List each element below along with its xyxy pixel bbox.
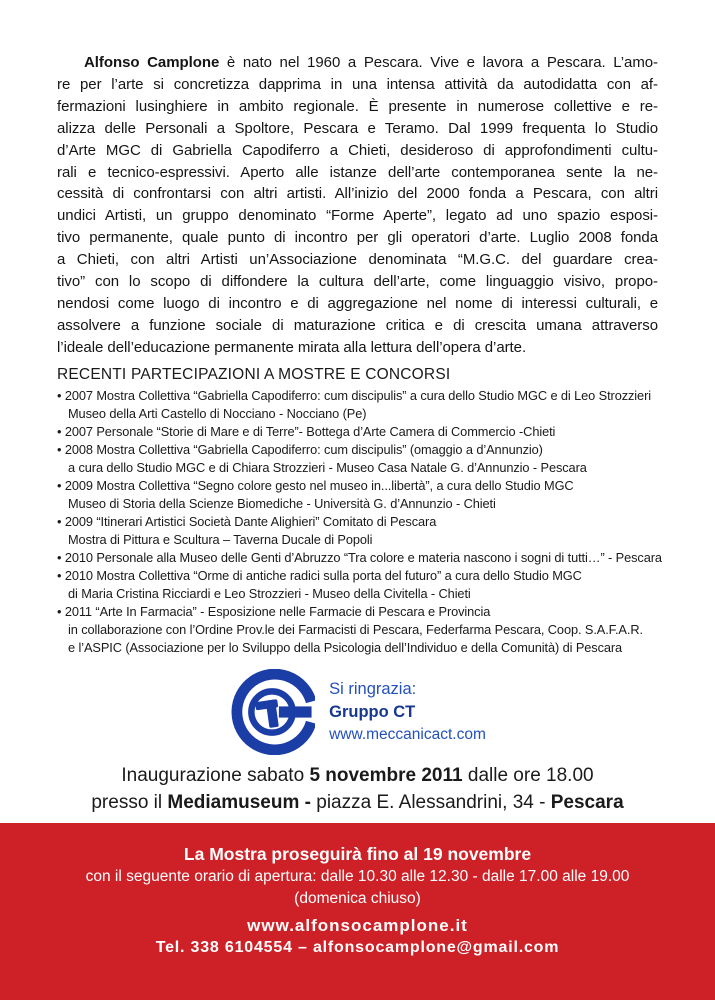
- list-item: • 2011 “Arte In Farmacia” - Esposizione nelle Farmacie di Pescara e Provincia: [57, 604, 491, 619]
- list-item: • 2008 Mostra Collettiva “Gabriella Capodiferro: cum discipulis” (omaggio a d’Annunzio): [57, 442, 543, 457]
- inauguration-block: [0, 762, 715, 816]
- bio-line: l’ideale dell’educazione permanente mirata alla lettura dell’opera d’arte.: [57, 338, 527, 356]
- inaug-text: Inaugurazione sabato: [121, 765, 310, 786]
- bio-line: undici Artisti, un gruppo denominato “Forme Aperte”, legato ad uno spazio esposi-: [57, 207, 658, 225]
- inaug-text: dalle ore 18.00: [462, 765, 594, 786]
- bio-text: è nato nel 1960 a Pescara. Vive e lavora a Pescara. L’amo-: [219, 54, 658, 71]
- bio-line: a Chieti, con altri Artisti un’Associazione denominata “M.G.C. del guardare crea-: [57, 251, 658, 269]
- bio-line: assolvere a funzione sociale di maturazione critica e di crescita umana attraverso: [57, 316, 658, 334]
- list-item-continuation: in collaborazione con l’Ordine Prov.le dei Farmacisti di Pescara, Federfarma Pescara, Coop. S.A.F.A.R.: [68, 622, 643, 637]
- bio-line: tivo permanente, quale punto di incontro per gli operatori d’arte. Luglio 2008 fonda: [57, 229, 658, 247]
- bio-line: d’Arte MGC di Gabriella Capodiferro a Chieti, desideroso di approfondimenti cultu-: [57, 141, 658, 159]
- footer-phone-email: Tel. 338 6104554 – alfonsocamplone@gmail.com: [155, 939, 560, 956]
- biography-paragraph: [57, 52, 658, 359]
- sponsor-website-link: www.meccanicact.com: [329, 725, 486, 743]
- inaug-date: 5 novembre 2011: [309, 765, 463, 786]
- inaug-city: Pescara: [550, 792, 624, 813]
- sponsor-name: Gruppo CT: [329, 703, 416, 722]
- sponsor-thanks-label: Si ringrazia:: [329, 679, 417, 698]
- exhibitions-list: [57, 387, 697, 657]
- footer-opening-hours: con il seguente orario di apertura: dalle 10.30 alle 12.30 - dalle 17.00 alle 19.00: [85, 868, 630, 885]
- bio-line: rali e tecnico-espressivi. Aperto alle istanze dell’arte contemporanea sente la ne-: [57, 163, 658, 181]
- inaug-venue: Mediamuseum -: [167, 792, 311, 813]
- inauguration-line1: [0, 762, 715, 789]
- list-item: • 2010 Personale alla Museo delle Genti d’Abruzzo “Tra colore e materia nascono i sogni di tutti…” - Pescara: [57, 550, 662, 565]
- inauguration-line2: [0, 789, 715, 816]
- footer-website-link: www.alfonsocamplone.it: [247, 916, 468, 935]
- list-item-continuation: di Maria Cristina Ricciardi e Leo Strozzieri - Museo della Civitella - Chieti: [68, 586, 471, 601]
- list-item: • 2009 Mostra Collettiva “Segno colore gesto nel museo in...libertà”, a cura dello Studio MGC: [57, 478, 574, 493]
- list-item: • 2007 Mostra Collettiva “Gabriella Capodiferro: cum discipulis” a cura dello Studio MGC e di Leo Strozzieri: [57, 388, 651, 403]
- bio-line: [57, 52, 658, 74]
- sponsor-block: [0, 666, 715, 758]
- footer-duration: La Mostra proseguirà fino al 19 novembre: [183, 844, 532, 864]
- sponsor-text: [329, 679, 486, 745]
- artist-name: Alfonso Camplone: [84, 54, 220, 71]
- footer-banner: [0, 823, 715, 1000]
- list-item-continuation: e l’ASPIC (Associazione per lo Sviluppo della Psicologia dell’Individuo e della Comunità) di Pescara: [68, 640, 623, 655]
- list-item: • 2010 Mostra Collettiva “Orme di antiche radici sulla porta del futuro” a cura dello Studio MGC: [57, 568, 582, 583]
- inaug-text: piazza E. Alessandrini, 34 -: [310, 792, 551, 813]
- bio-line: tivo” con lo scopo di diffondere la cultura dell’arte, come linguaggio visivo, propo-: [57, 273, 658, 291]
- list-item-continuation: a cura dello Studio MGC e di Chiara Strozzieri - Museo Casa Natale G. d’Annunzio - Pescara: [68, 460, 587, 475]
- list-item: • 2007 Personale “Storie di Mare e di Terre”- Bottega d’Arte Camera di Commercio -Chieti: [57, 424, 556, 439]
- bio-line: alizza delle Personali a Spoltore, Pescara e Teramo. Dal 1999 frequenta lo Studio: [57, 119, 658, 137]
- footer-closed-note: (domenica chiuso): [294, 890, 421, 907]
- exhibitions-heading: RECENTI PARTECIPAZIONI A MOSTRE E CONCORSI: [57, 366, 451, 383]
- list-item-continuation: Mostra di Pittura e Scultura – Taverna Ducale di Popoli: [68, 532, 373, 547]
- gruppo-ct-logo-icon: [229, 669, 315, 755]
- inaug-text: presso il: [91, 792, 168, 813]
- bio-line: re per l’arte si concretizza dapprima in una intensa attività da autodidatta con af-: [57, 75, 658, 93]
- list-item-continuation: Museo di Storia della Scienze Biomediche - Università G. d’Annunzio - Chieti: [68, 496, 496, 511]
- bio-line: nendosi come luogo di incontro e di aggregazione nel nome di interessi culturali, e: [57, 294, 658, 312]
- list-item: • 2009 “Itinerari Artistici Società Dante Alighieri” Comitato di Pescara: [57, 514, 437, 529]
- bio-line: fermazioni lusinghiere in ambito regionale. È presente in numerose collettive e re-: [57, 97, 658, 115]
- bio-line: cessità di confrontarsi con altri artisti. All’inizio del 2000 fonda a Pescara, con altri: [57, 185, 658, 203]
- list-item-continuation: Museo della Arti Castello di Nocciano - Nocciano (Pe): [68, 406, 367, 421]
